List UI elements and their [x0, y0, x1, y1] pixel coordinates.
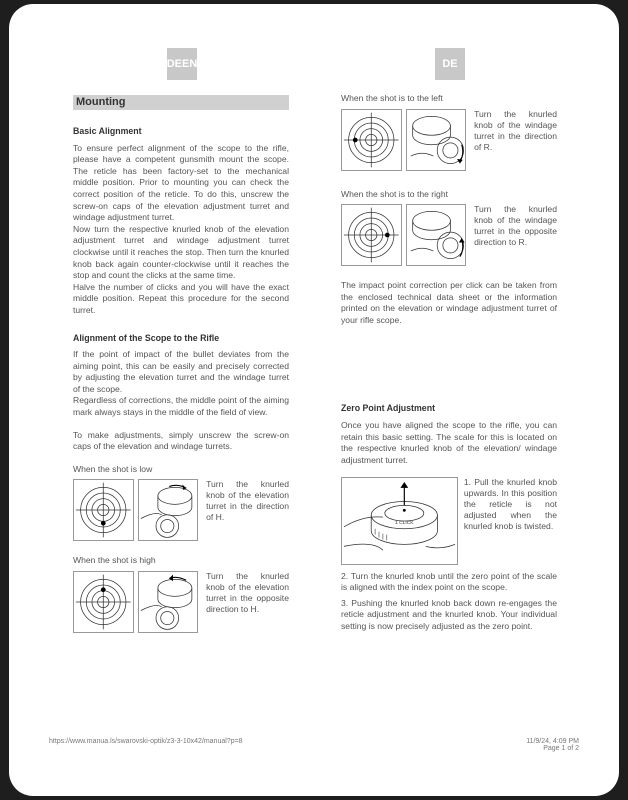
shot-right-figure-row — [341, 204, 557, 266]
basic-alignment-paragraph-1: To ensure perfect alignment of the scope to the rifle, please have a competent gunsmith mount the scope. The reticle has been factory-set to the mechanical middle position. Prior to mounting you can check the correct position of the reticle. To do this, unscrew the screw-on caps of the elevation adjustment turret and windage adjustment turret. — [73, 142, 289, 223]
zero-point-heading: Zero Point Adjustment — [341, 402, 435, 413]
shot-right-label: When the shot is to the right — [341, 188, 449, 199]
dial-click-label: 1 CLICK — [395, 520, 414, 526]
footer-datetime: 11/9/24, 4:09 PM — [526, 738, 579, 745]
zero-point-paragraph: Once you have aligned the scope to the rifle, you can retain this basic setting. The scale for this is located on the respective knurled knob of the elevation/ windage adjustment turret. — [341, 420, 557, 465]
language-tab-deen: DEEN — [167, 48, 197, 80]
basic-alignment-paragraph-3: Halve the number of clicks and you will have the exact middle position. Repeat this procedure for the second turret. — [73, 281, 289, 315]
alignment-heading: Alignment of the Scope to the Rifle — [73, 332, 220, 343]
footer-meta — [526, 738, 579, 752]
shot-left-instruction: Turn the knurled knob of the windage turret in the direction of R. — [474, 108, 557, 152]
reticle-target-high-figure — [73, 571, 134, 633]
shot-high-label: When the shot is high — [73, 555, 156, 566]
alignment-paragraph-1: If the point of impact of the bullet deviates from the aiming point, this can be easily and precisely corrected by adjusting the elevation turret and the windage turret of the scope. — [73, 349, 289, 394]
shot-high-figure-row — [73, 571, 289, 633]
windage-knob-left-figure — [406, 109, 467, 171]
left-column — [73, 95, 289, 633]
alignment-paragraph-3: To make adjustments, simply unscrew the screw-on caps of the elevation and windage turrets. — [73, 429, 289, 452]
footer-page-number: Page 1 of 2 — [543, 745, 579, 752]
zero-steps-list — [341, 571, 557, 633]
shot-high-instruction: Turn the knurled knob of the elevation turret in the opposite direction to H. — [206, 571, 289, 615]
shot-left-figure-row — [341, 109, 557, 171]
basic-alignment-paragraph-2: Now turn the respective knurled knob of the elevation adjustment turret and windage adjustment turret clockwise until it reaches the stop. Then turn the knurled knob back again counter-clockwise until it reaches the stop and count the clicks at the same time. — [73, 223, 289, 281]
language-tab-de: DE — [435, 48, 465, 80]
reticle-target-low-figure — [73, 479, 134, 541]
footer-url: https://www.manua.ls/swarovski-optik/z3-3-10x42/manual?p=8 — [49, 738, 243, 745]
shot-right-instruction: Turn the knurled knob of the windage turret in the opposite direction to R. — [474, 204, 557, 248]
zero-step-2: 2. Turn the knurled knob until the zero point of the scale is aligned with the index point on the scope. — [341, 570, 557, 593]
shot-low-figure-row — [73, 479, 289, 541]
zero-point-figure-row — [341, 477, 557, 565]
impact-correction-paragraph: The impact point correction per click can be taken from the enclosed technical data sheet or the information printed on the elevation or windage adjustment turret of your rifle scope. — [341, 280, 557, 325]
zero-step-3: 3. Pushing the knurled knob back down re-engages the reticle adjustment and the knurled knob. Your individual setting is now precisely adjusted as the zero point. — [341, 597, 557, 631]
manual-page — [9, 4, 619, 796]
alignment-paragraph-2: Regardless of corrections, the middle point of the aiming mark always stays in the middle of the field of view. — [73, 395, 289, 418]
turret-knob-low-figure — [138, 479, 199, 541]
zero-step-1: 1. Pull the knurled knob upwards. In this position the reticle is not adjusted when the knurled knob is twisted. — [463, 476, 557, 531]
shot-low-instruction: Turn the knurled knob of the elevation turret in the direction of H. — [206, 479, 289, 523]
right-column — [341, 93, 557, 633]
basic-alignment-heading: Basic Alignment — [73, 126, 142, 136]
shot-low-label: When the shot is low — [73, 463, 153, 474]
zero-point-turret-figure — [341, 477, 458, 565]
windage-knob-right-figure — [406, 204, 467, 266]
turret-knob-high-figure — [138, 571, 199, 633]
reticle-target-left-figure — [341, 109, 402, 171]
shot-left-label: When the shot is to the left — [341, 93, 443, 103]
reticle-target-right-figure — [341, 204, 402, 266]
section-title: Mounting — [73, 95, 289, 110]
